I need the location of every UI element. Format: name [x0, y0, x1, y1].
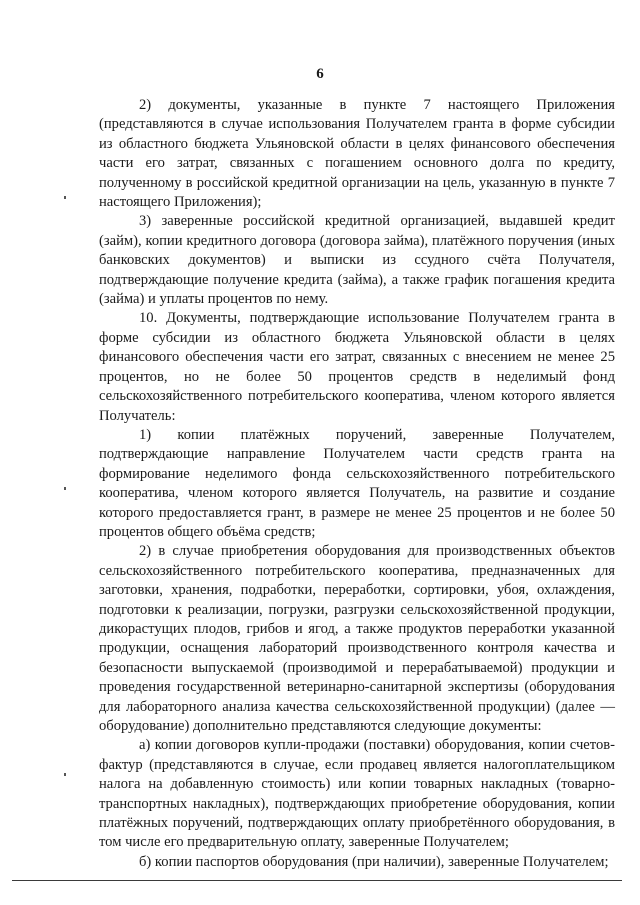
paragraph-section-10: 10. Документы, подтверждающие использование Получателем гранта в форме субсидии из областного бюджета Ульяновской области в целях финансового обеспечения части его затрат, связанных с внесением не менее 25 процентов, но не более 50 процентов средств в неделимый фонд сельскохозяйственного потребительского кооператива, членом которого является Получатель:	[99, 310, 615, 424]
paragraph-item-2-equipment: 2) в случае приобретения оборудования для производственных объектов сельскохозяйственного потребительского кооператива, предназначенных для заготовки, хранения, подработки, переработки, сортировки, убоя, охлаждения, подготовки к реализации, погрузки, разгрузки сельскохозяйственной продукции, дикорастущих плодов, грибов и ягод, а также продуктов переработки указанной продукции, оснащения лабораторий производственного контроля качества и безопасности выпускаемой (производимой и перерабатываемой) продукции и проведения государственной ветеринарно-санитарной экспертизы (оборудования для лабораторного анализа качества сельскохозяйственной продукции) (далее — оборудование) дополнительно представляются следующие документы:	[99, 543, 615, 734]
paragraph-item-1-payment-orders: 1) копии платёжных поручений, заверенные Получателем, подтверждающие направление Получателем части средств гранта на формирование неделимого фонда сельскохозяйственного потребительского кооператива, членом которого является Получатель, на развитие и создание которого предоставляется грант, в размере не менее 25 процентов и не более 50 процентов общего объёма средств;	[99, 426, 615, 540]
scan-speck	[64, 196, 66, 199]
paragraph-item-2-documents: 2) документы, указанные в пункте 7 настоящего Приложения (представляются в случае использования Получателем гранта в форме субсидии из областного бюджета Ульяновской области в целях финансового обеспечения части его затрат, связанных с погашением основного долга по кредиту, полученному в российской кредитной организации на цель, указанную в пункте 7 настоящего Приложения);	[99, 97, 615, 211]
paragraph-subitem-b-passports: б) копии паспортов оборудования (при наличии), заверенные Получателем;	[139, 853, 609, 870]
page-number: 6	[316, 66, 324, 82]
scan-speck	[64, 773, 66, 776]
paragraph-item-3-bank-documents: 3) заверенные российской кредитной организацией, выдавшей кредит (займ), копии кредитного договора (договора займа), платёжного поручения (иных банковских документов) и выписки из ссудного счёта Получателя, подтверждающие получение кредита (займа), а также график погашения кредита (займа) и уплаты процентов по нему.	[99, 213, 615, 308]
page-bottom-rule	[12, 880, 622, 881]
document-body	[99, 96, 615, 872]
scan-speck	[64, 487, 66, 490]
paragraph-subitem-a-contracts: а) копии договоров купли-продажи (поставки) оборудования, копии счетов-фактур (представляются в случае, если продавец является налогоплательщиком налога на добавленную стоимость) или копии товарных накладных (товарно-транспортных накладных), подтверждающих приобретение оборудования, копии платёжных поручений, подтверждающих оплату приобретённого оборудования, в том числе его предварительную оплату, заверенные Получателем;	[99, 737, 615, 851]
